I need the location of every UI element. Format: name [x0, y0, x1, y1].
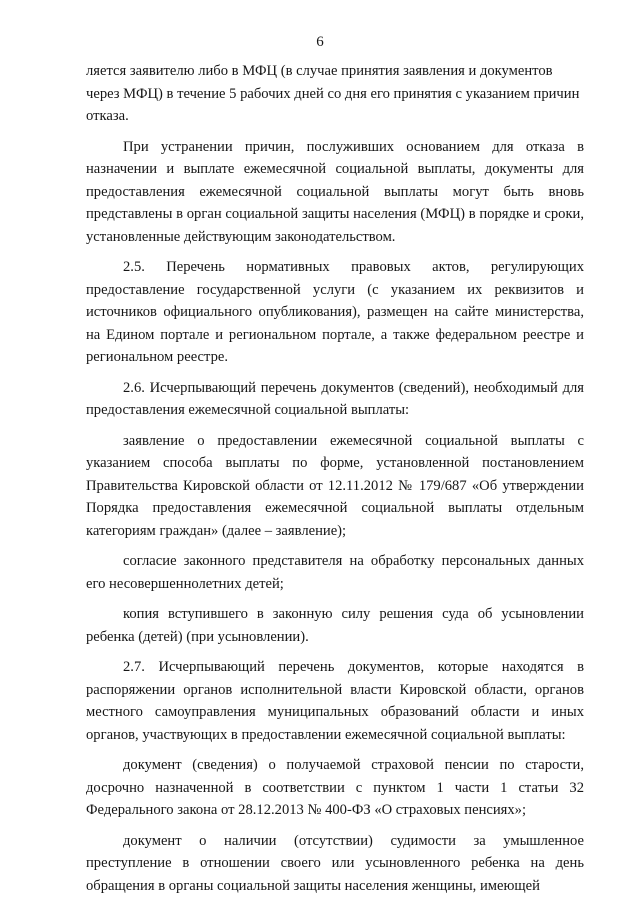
list-item-pension-document: документ (сведения) о получаемой страховой пенсии по старости, досрочно назначенной в соответствии с пунктом 1 части 1 статьи 32 Федерального закона от 28.12.2013 № 400-ФЗ «О страховых пенсиях»; [86, 757, 584, 818]
paragraph-refusal-notice: ляется заявителю либо в МФЦ (в случае принятия заявления и документов через МФЦ) в течение 5 рабочих дней со дня его принятия с указанием причин отказа. [86, 63, 580, 124]
list-item-court-decision: копия вступившего в законную силу решения суда об усыновлении ребенка (детей) (при усыновлении). [86, 606, 584, 645]
list-item-consent: согласие законного представителя на обработку персональных данных его несовершеннолетних детей; [86, 553, 584, 592]
paragraph-resubmission: При устранении причин, послуживших основанием для отказа в назначении и выплате ежемесячной социальной выплаты, документы для предоставления ежемесячной социальной выплаты могут быть вновь представлены в орган социальной защиты населения (МФЦ) в порядке и сроки, установленные действующим законодательством. [86, 138, 584, 245]
page-number: 6 [316, 34, 324, 50]
document-body [86, 60, 584, 897]
paragraph-2-5-legal-acts: 2.5. Перечень нормативных правовых актов, регулирующих предоставление государственной услуги (с указанием их реквизитов и источников официального опубликования), размещен на сайте министерства, на Едином портале и региональном портале, а также федеральном реестре и региональном реестре. [86, 259, 584, 365]
paragraph-2-6-documents-list: 2.6. Исчерпывающий перечень документов (сведений), необходимый для предоставления ежемесячной социальной выплаты: [86, 379, 584, 418]
list-item-criminal-record-document: документ о наличии (отсутствии) судимости за умышленное преступление в отношении своего или усыновленного ребенка на день обращения в органы социальной защиты населения женщины, имеющей [86, 832, 584, 894]
list-item-application: заявление о предоставлении ежемесячной социальной выплаты с указанием способа выплаты по форме, установленной постановлением Правительства Кировской области от 12.11.2012 № 179/687 «Об утверждении Порядка предоставления ежемесячной социальной выплаты отдельным категориям граждан» (далее – заявление); [86, 432, 584, 539]
paragraph-2-7-interagency-documents: 2.7. Исчерпывающий перечень документов, которые находятся в распоряжении органов исполнительной власти Кировской области, органов местного самоуправления муниципальных образований области и иных органов, участвующих в предоставлении ежемесячной социальной выплаты: [86, 659, 584, 743]
